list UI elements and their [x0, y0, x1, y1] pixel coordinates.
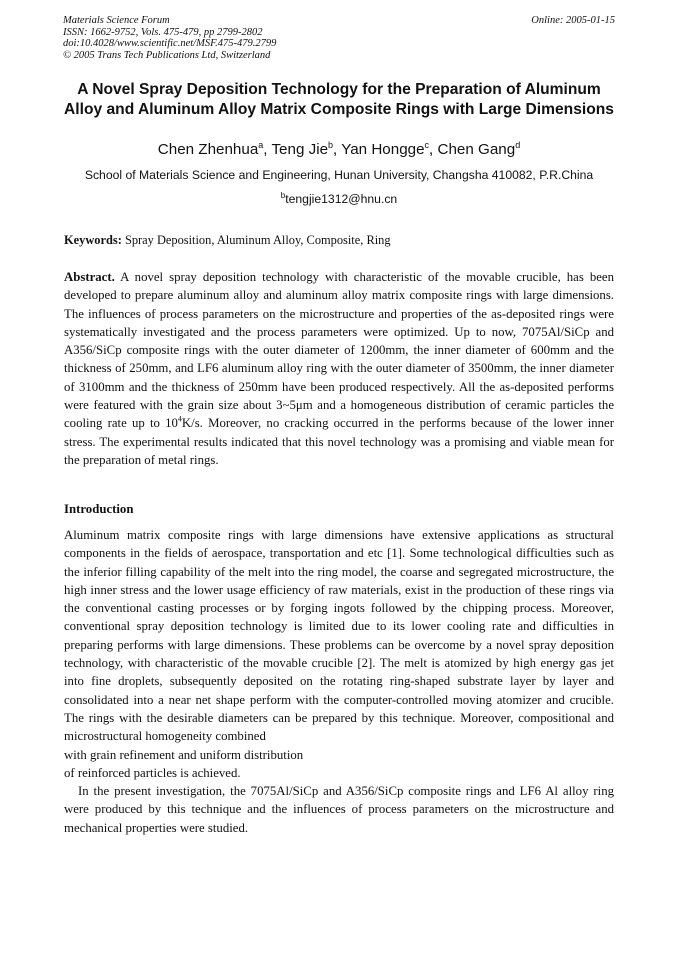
author-name: Teng Jie — [271, 141, 329, 158]
author-name: Chen Zhenhua — [157, 141, 259, 158]
intro-line: with grain refinement and uniform distribution — [64, 747, 304, 762]
abstract-text: A novel spray deposition technology with characteristic of the movable crucible, has been developed to prepare aluminum alloy and aluminum alloy matrix composite rings with large dimensions. The influences of process parameters on the microstructure and properties of the as-deposited rings were systematically investigated and the process parameters were optimized. Up to now, 7075Al/SiCp and A356/SiCp composite rings with the outer diameter of 1200mm, the inner diameter of 600mm and the thickness of 250mm, and LF6 aluminum alloy ring with the outer diameter of 3500mm, the inner diameter of 3100mm and the thickness of 250mm have been produced respectively. All the as-deposited performs were featured with the grain size about 3~5μm and a homogeneous distribution of ceramic particles the cooling rate up to 10 — [64, 270, 614, 431]
abstract-text-continued: K/s. Moreover, no cracking occurred in the performs because of the lower inner stress. The experimental results indicated that this novel technology was a promising and viable mean for the preparation of metal rings. — [64, 416, 615, 467]
keywords — [64, 232, 614, 248]
abstract-label: Abstract. — [64, 270, 115, 284]
email-address: tengjie1312@hnu.cn — [285, 192, 398, 206]
corresponding-email — [60, 191, 618, 207]
intro-paragraph: Aluminum matrix composite rings with large dimensions have extensive applications as structural components in the fields of aerospace, transportation and etc [1]. Some technological difficulties such as the inferior filling capability of the melt into the ring model, the coarse and segregated microstructure, the high inner stress and the lower usage efficiency of raw materials, exist in the production of these rings via the conventional casting processes or by forging ingots followed by the chipping process. Moreover, conventional spray deposition technology is limited due to its lower cooling rate and difficulties in preparing performs with large dimensions. These problems can be overcome by a novel spray deposition technology, with characteristic of the movable crucible [2]. The melt is atomized by high energy gas jet into fine droplets, subsequently deposited on the rotating ring-shaped substrate layer by layer and consolidated into a near net shape perform with the computer-controlled moving atomizer and crucible. The rings with the desirable diameters can be prepared by this technique. Moreover, compositional and microstructural homogeneity combined — [64, 528, 614, 744]
section-heading-introduction: Introduction — [64, 502, 134, 516]
author-list: Chen Zhenhua$^a$, Teng Jie$^b$, Yan Hongge$^c$, Chen Gang$^d$ — [157, 139, 521, 158]
email-mark: b — [280, 190, 286, 200]
author-name: Yan Hongge — [341, 141, 425, 158]
paper-title: A Novel Spray Deposition Technology for the Preparation of Aluminum Alloy and Aluminum Alloy Matrix Composite Rings with Large Dimensions — [64, 81, 614, 118]
author-mark: d — [515, 139, 521, 150]
keywords-label: Keywords: — [64, 233, 122, 247]
issn-volume: ISSN: 1662-9752, Vols. 475-479, pp 2799-2802 — [63, 26, 263, 38]
exponent: 4 — [177, 415, 182, 425]
keywords-text: Spray Deposition, Aluminum Alloy, Composite, Ring — [124, 233, 391, 247]
journal-header — [63, 15, 615, 61]
author-mark: b — [328, 139, 334, 150]
online-date: Online: 2005-01-15 — [531, 15, 615, 26]
copyright: © 2005 Trans Tech Publications Ltd, Switzerland — [63, 49, 271, 61]
journal-name: Materials Science Forum — [63, 15, 170, 26]
author-mark: a — [258, 139, 264, 150]
author-mark: c — [424, 139, 430, 150]
author-name: Chen Gang — [437, 141, 516, 158]
intro-paragraph: In the present investigation, the 7075Al/SiCp and A356/SiCp composite rings and LF6 Al alloy ring were produced by this technique and the influences of process parameters on the microstructure and mechanical properties were studied. — [64, 784, 614, 835]
affiliation: School of Materials Science and Engineering, Hunan University, Changsha 410082, P.R.China — [84, 168, 594, 182]
introduction-body — [64, 526, 614, 837]
abstract — [64, 268, 614, 469]
intro-line: of reinforced particles is achieved. — [64, 765, 241, 780]
doi: doi:10.4028/www.scientific.net/MSF.475-479.2799 — [63, 38, 277, 50]
